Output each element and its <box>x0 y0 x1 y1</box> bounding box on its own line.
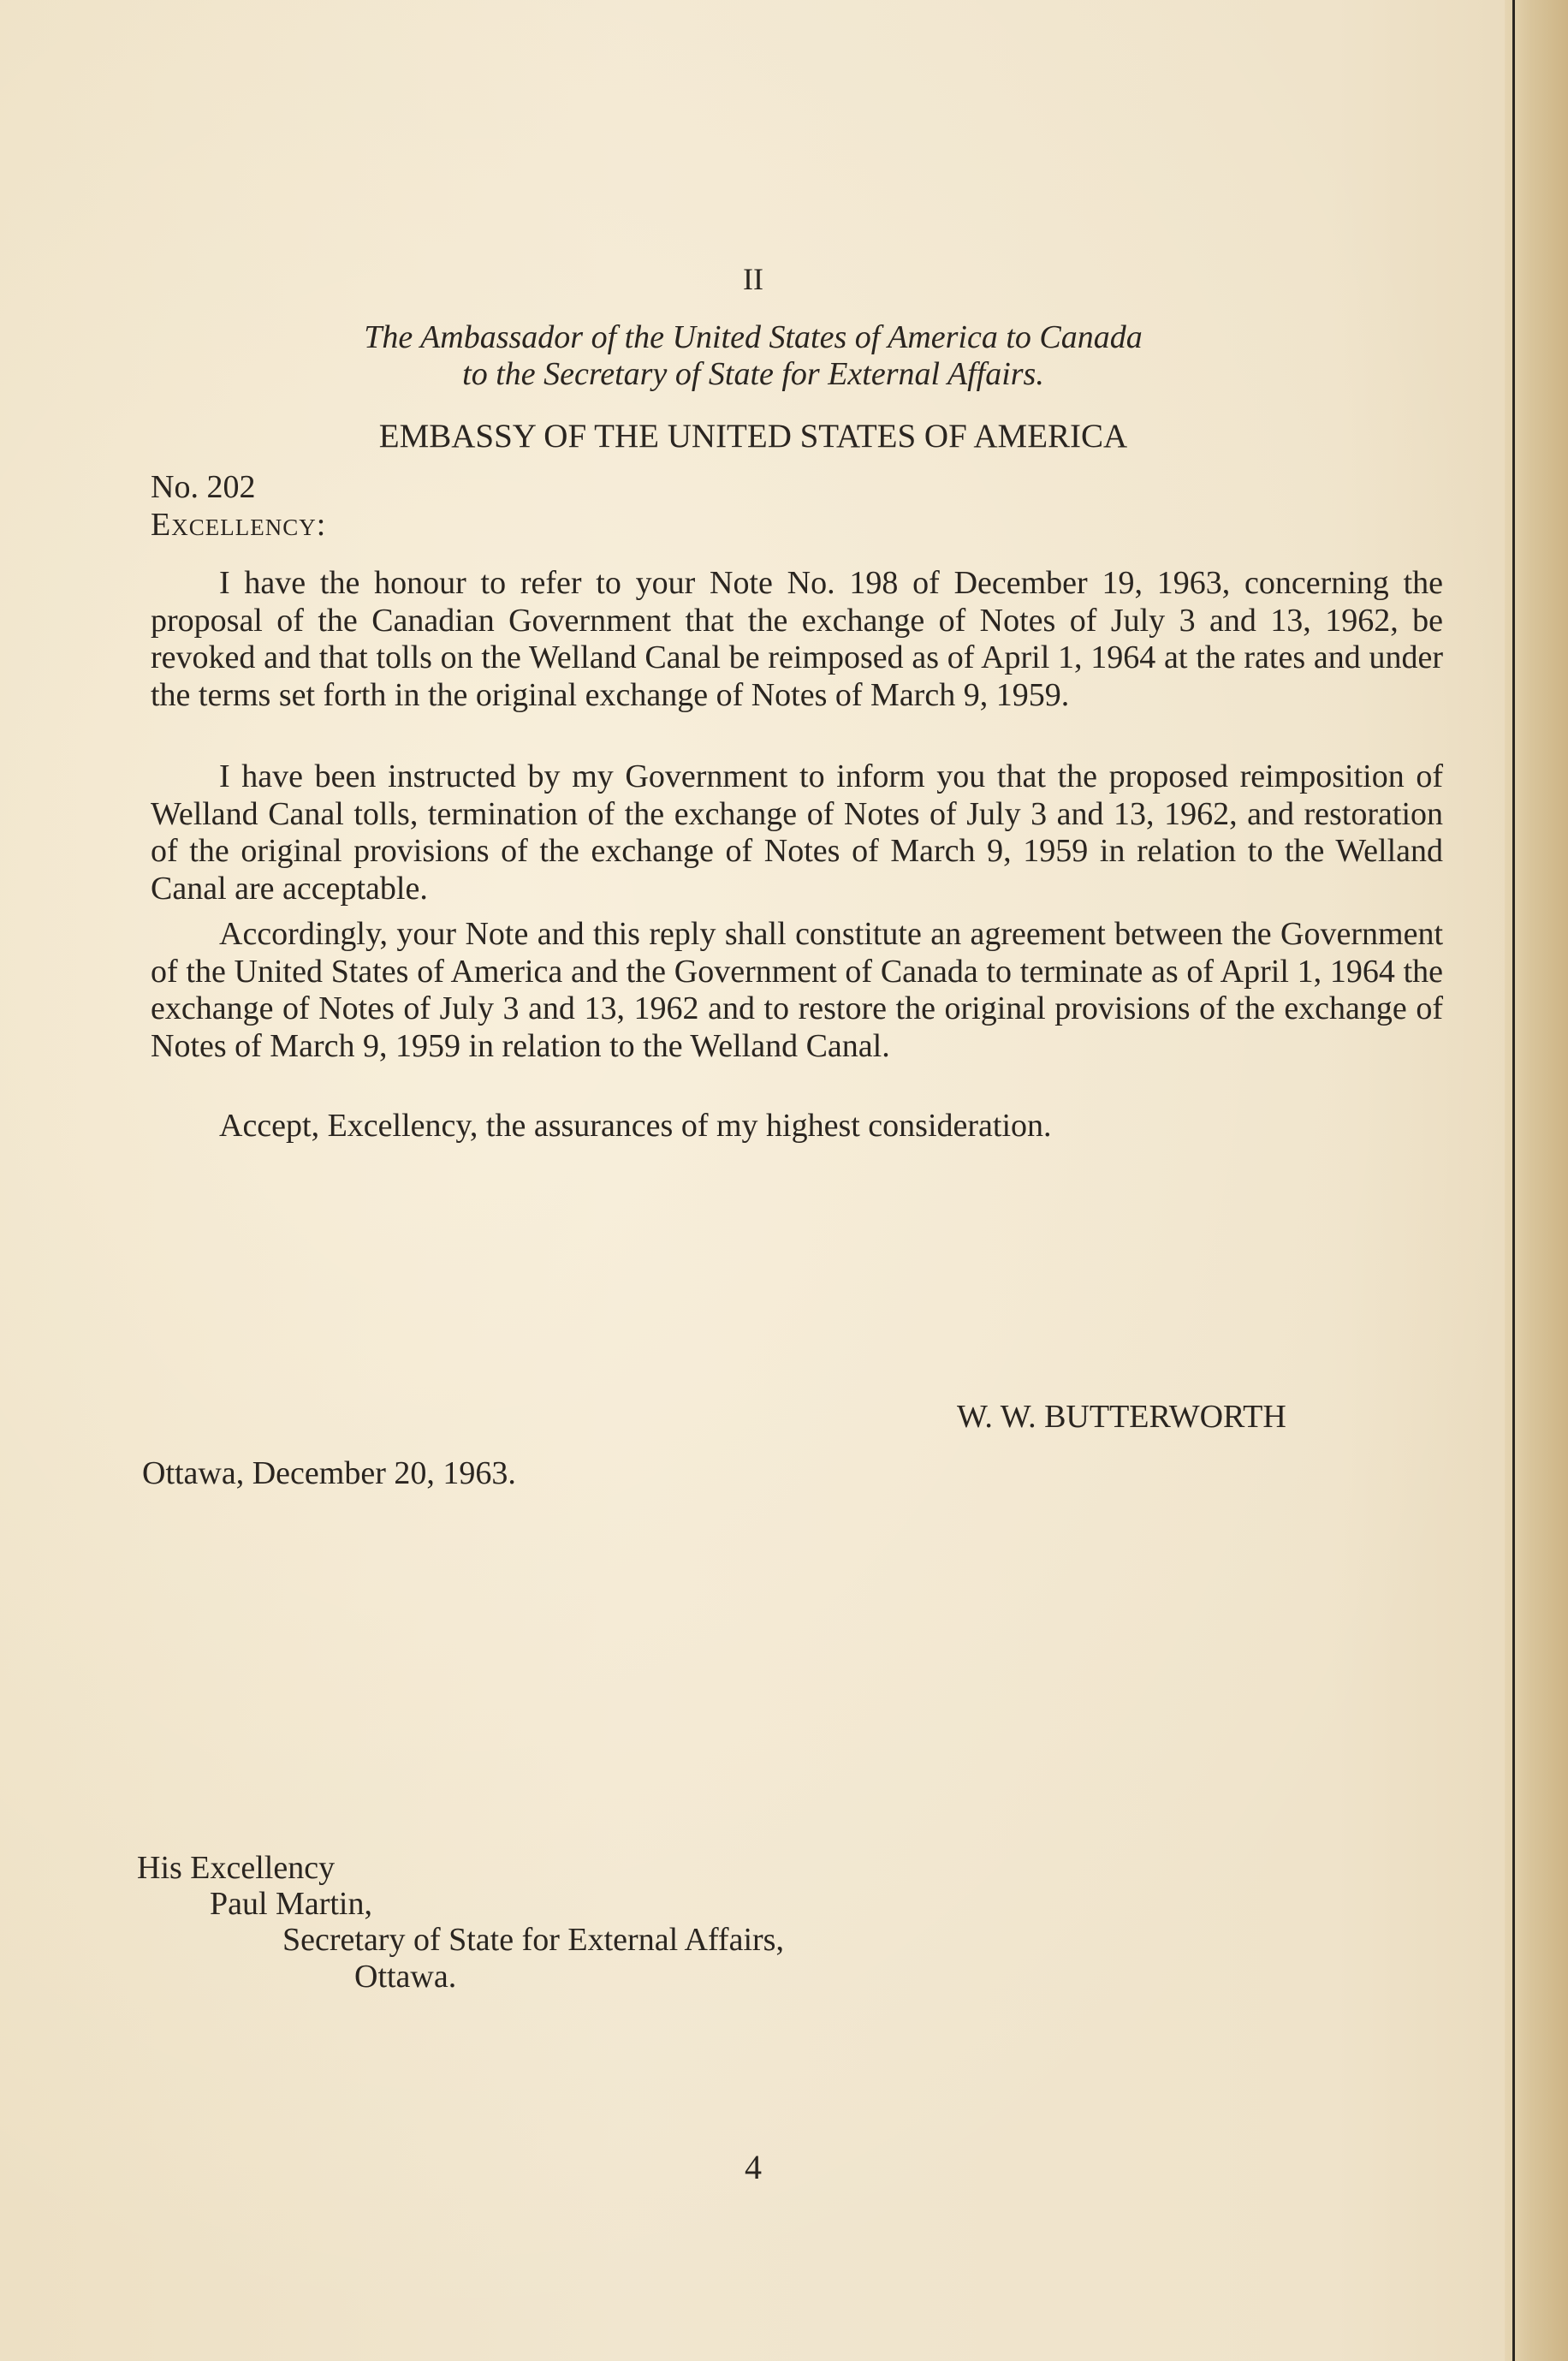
place-and-date: Ottawa, December 20, 1963. <box>142 1455 516 1491</box>
paragraph-3: Accordingly, your Note and this reply shall constitute an agreement between the Government of the United States of America and the Government of Canada to terminate as of April 1, 1964 the exchange of Notes of July 3 and 13, 1962 and to restore the original provisions of the exchange of Notes of March 9, 1959 in relation to the Welland Canal. <box>151 916 1443 1064</box>
salutation: Excellency: <box>151 507 327 543</box>
embassy-heading: EMBASSY OF THE UNITED STATES OF AMERICA <box>378 418 1128 455</box>
section-number: II <box>743 262 763 296</box>
addressee-line-3: Secretary of State for External Affairs, <box>282 1922 784 1958</box>
addressee-line-1: His Excellency <box>137 1850 336 1886</box>
note-number: No. 202 <box>151 469 256 505</box>
paragraph-2: I have been instructed by my Government to inform you that the proposed reimposition of Welland Canal tolls, termination of the exchange of Notes of July 3 and 13, 1962, and restoration of the original provisions of the exchange of Notes of March 9, 1959 in relation to the Welland Canal are acceptable. <box>151 758 1443 907</box>
signature: W. W. BUTTERWORTH <box>957 1399 1286 1435</box>
page-number: 4 <box>745 2148 762 2186</box>
heading-line-2: to the Secretary of State for External Affairs. <box>462 356 1044 392</box>
addressee-line-2: Paul Martin, <box>210 1886 372 1922</box>
binding-shadow-line <box>1512 0 1515 2361</box>
closing-line: Accept, Excellency, the assurances of my highest consideration. <box>219 1108 1052 1144</box>
heading-line-1: The Ambassador of the United States of America to Canada <box>364 319 1143 355</box>
paragraph-1: I have the honour to refer to your Note No. 198 of December 19, 1963, concerning the proposal of the Canadian Government that the exchange of Notes of July 3 and 13, 1962, be revoked and that tolls on the Welland Canal be reimposed as of April 1, 1964 at the rates and under the terms set forth in the original exchange of Notes of March 9, 1959. <box>151 565 1443 713</box>
addressee-line-4: Ottawa. <box>354 1959 457 1995</box>
